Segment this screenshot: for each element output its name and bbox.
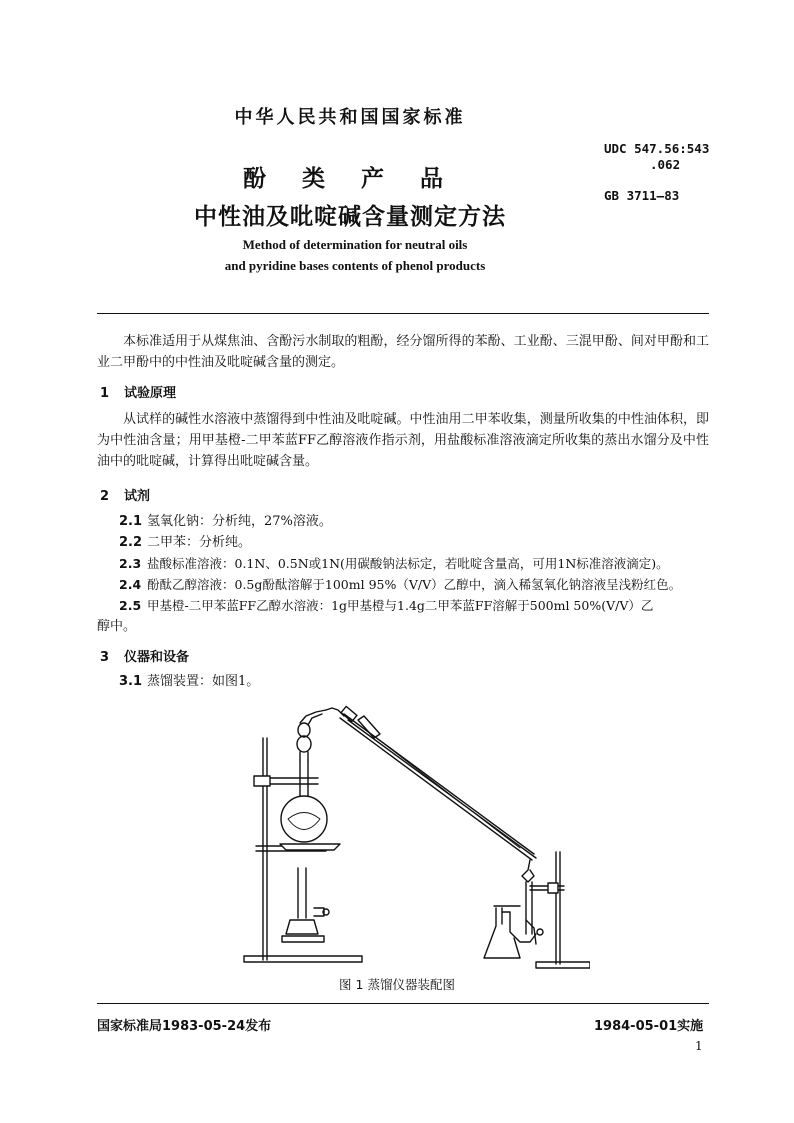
- item-number: 2.3: [119, 556, 142, 571]
- section-2-heading: [100, 485, 150, 504]
- item-number: 3.1: [119, 674, 143, 689]
- section-number: 1: [100, 386, 110, 401]
- item-text: 盐酸标准溶液：0.1N、0.5N或1N(用碳酸钠法标定，若吡啶含量高，可用1N标准溶液滴定)。: [147, 556, 669, 571]
- right-ring-stand: [530, 852, 590, 968]
- item-text: 蒸馏装置：如图1。: [147, 674, 260, 689]
- item-text: 氢氧化钠：分析纯，27%溶液。: [147, 514, 332, 529]
- section-3-heading: [100, 646, 189, 665]
- udc-code-cont: .062: [650, 157, 681, 172]
- item-number: 2.5: [119, 598, 142, 613]
- footer-rule: [97, 1003, 709, 1004]
- item-number: 2.1: [119, 514, 143, 529]
- standard-organization: 中华人民共和国国家标准: [234, 107, 466, 128]
- left-ring-stand: [244, 738, 362, 962]
- list-item: [97, 553, 709, 574]
- receiver-tube-and-flask: [484, 860, 543, 958]
- list-item: [97, 511, 709, 532]
- list-item: [97, 532, 709, 553]
- implementation-date: 1984-05-01实施: [594, 1019, 704, 1034]
- section-number: 3: [100, 650, 110, 665]
- item-text: 甲基橙-二甲苯蓝FF乙醇水溶液：1g甲基橙与1.4g二甲苯蓝FF溶解于500ml 50%(V/V）乙: [147, 598, 654, 613]
- header-rule: [97, 313, 709, 314]
- item-number: 2.2: [119, 535, 143, 550]
- burner: [282, 868, 329, 942]
- section-number: 2: [100, 489, 110, 504]
- title-line-2: 中性油及吡啶碱含量测定方法: [194, 204, 506, 230]
- section-1-heading: [100, 382, 176, 401]
- distillation-flask: [281, 710, 327, 842]
- section-1-body: 从试样的碱性水溶液中蒸馏得到中性油及吡啶碱。中性油用二甲苯收集，测量所收集的中性油体积，即为中性油含量；用甲基橙-二甲苯蓝FF乙醇溶液作指示剂，用盐酸标准溶液滴定所收集的蒸出水馏分及中性油中的吡啶碱，计算得出吡啶碱含量。: [97, 412, 709, 469]
- english-title-line-2: and pyridine bases contents of phenol products: [224, 258, 486, 273]
- list-item: [97, 671, 709, 692]
- page-number: 1: [695, 1039, 703, 1053]
- english-title-line-1: Method of determination for neutral oils: [242, 237, 468, 252]
- section-title: 试验原理: [124, 386, 177, 401]
- condenser: [326, 706, 536, 860]
- distillation-apparatus-figure: [230, 698, 590, 972]
- section-title: 试剂: [124, 489, 151, 504]
- item-text: 二甲苯：分析纯。: [147, 535, 252, 550]
- publication-date: 国家标准局1983-05-24发布: [97, 1019, 272, 1034]
- udc-code: UDC 547.56:543: [604, 141, 710, 156]
- list-item: [97, 595, 709, 616]
- list-item: [97, 574, 709, 595]
- section-title: 仪器和设备: [124, 650, 190, 665]
- figure-caption: 图 1 蒸馏仪器装配图: [339, 977, 455, 992]
- gb-number: GB 3711—83: [604, 188, 680, 203]
- item-text: 酚酞乙醇溶液：0.5g酚酞溶解于100ml 95%（V/V）乙醇中，滴入稀氢氧化钠溶液呈浅粉红色。: [147, 577, 682, 592]
- list-item-continuation: 醇中。: [97, 619, 137, 634]
- title-line-1: 酚 类 产 品: [242, 166, 458, 192]
- intro-paragraph: 本标准适用于从煤焦油、含酚污水制取的粗酚，经分馏所得的苯酚、工业酚、三混甲酚、间对甲酚和工业二甲酚中的中性油及吡啶碱含量的测定。: [97, 334, 709, 370]
- item-number: 2.4: [119, 577, 142, 592]
